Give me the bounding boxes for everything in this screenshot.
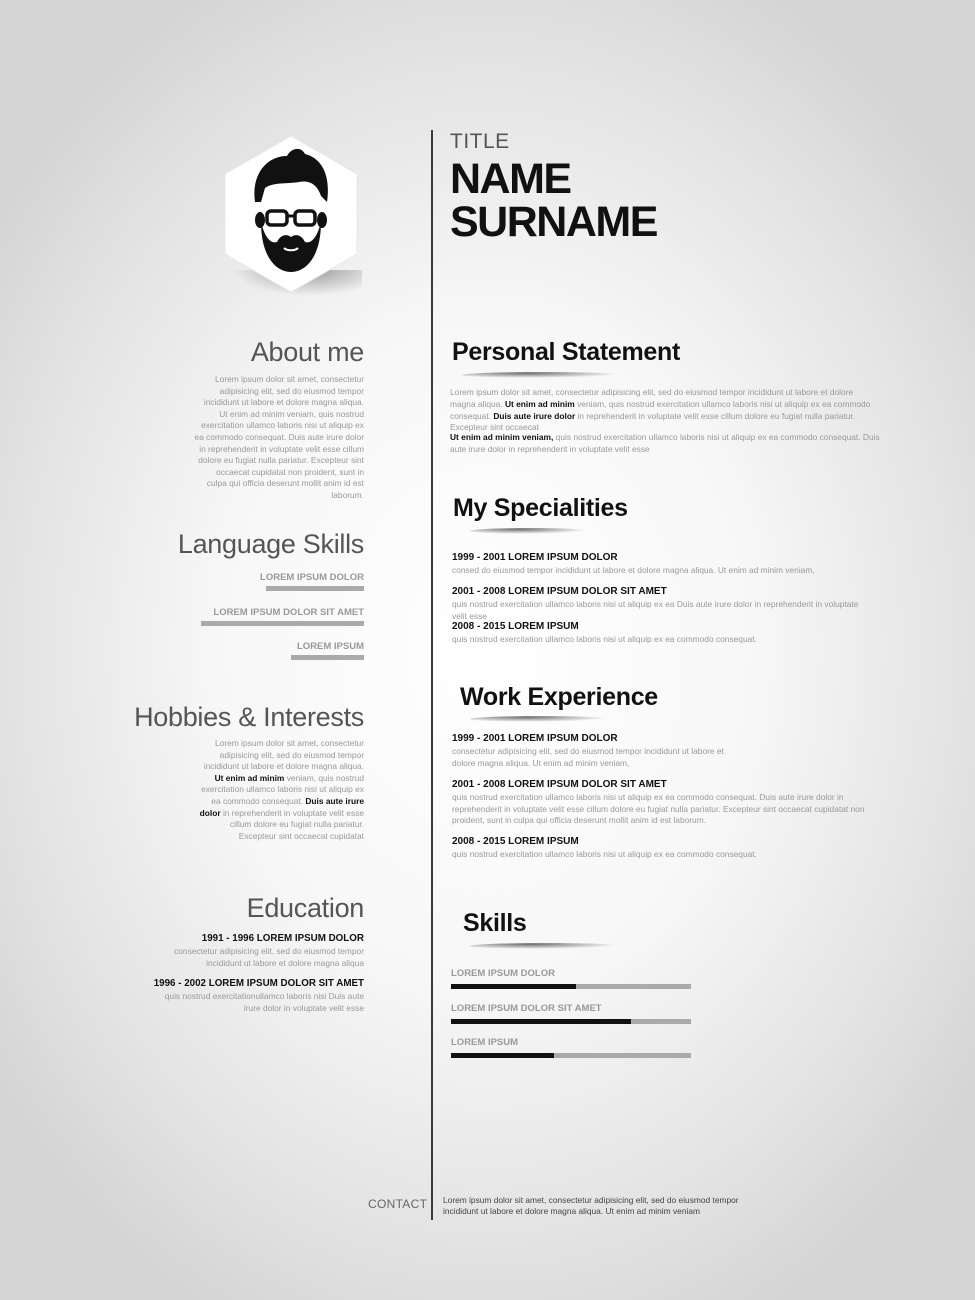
education-item-desc: consectetur adipisicing elit, sed do eiusmod tempor incididunt ut labore et dolore magna aliqua: [174, 946, 364, 968]
contact-label: CONTACT: [368, 1197, 428, 1211]
about-heading: About me: [250, 337, 364, 367]
language-skill-label: LOREM IPSUM: [296, 641, 364, 652]
speciality-item-desc: quis nostrud exercitation ullamco laboris nisi ut aliquip ex ea Duis aute irure dolor in reprehenderit in voluptate velit esse: [452, 599, 859, 621]
language-skill-bar: [201, 621, 364, 626]
work-item-desc: quis nostrud exercitation ullamco laboris nisi ut aliquip ex ea commodo consequat.: [452, 849, 757, 859]
speciality-item-title: 1999 - 2001 LOREM IPSUM DOLOR: [452, 552, 618, 563]
skills-heading: Skills: [463, 909, 527, 937]
language-heading: Language Skills: [177, 529, 364, 559]
hobbies-heading: Hobbies & Interests: [134, 702, 364, 732]
title-label: TITLE: [450, 130, 510, 153]
skill-label: LOREM IPSUM DOLOR SIT AMET: [451, 1003, 602, 1014]
statement-heading: Personal Statement: [452, 338, 681, 366]
language-skill-bar: [266, 586, 364, 591]
name-heading: NAME: [450, 155, 571, 203]
work-item-desc: quis nostrud exercitation ullamco laboris nisi ut aliquip ex ea commodo consequat. Duis aute irure dolor in reprehenderit in voluptate velit esse cillum dolore eu fugiat nulla pariatur. Excepteur sint occaecat cupidatat non proident, sunt in culpa qui officia deserunt mollit anim id est laborum.: [452, 792, 865, 826]
skill-bar-track: [451, 1053, 691, 1058]
skill-label: LOREM IPSUM: [451, 1037, 519, 1048]
speciality-item-title: 2001 - 2008 LOREM IPSUM DOLOR SIT AMET: [452, 586, 667, 597]
skill-bar-fill: [451, 1019, 631, 1024]
work-item-desc: consectetur adipisicing elit, sed do eiusmod tempor incididunt ut labore et dolore magna aliqua. Ut enim ad minim veniam,: [452, 746, 724, 768]
skill-bar-track: [451, 1019, 691, 1024]
statement-underline: [462, 372, 622, 378]
center-divider-line: [431, 130, 433, 1220]
contact-text: Lorem ipsum dolor sit amet, consectetur adipisicing elit, sed do eiusmod tempor incididunt ut labore et dolore magna aliqua. Ut enim ad minim veniam: [443, 1195, 739, 1217]
skill-bar-track: [451, 984, 691, 989]
work-item-title: 2008 - 2015 LOREM IPSUM: [452, 836, 579, 847]
skill-bar-fill: [451, 984, 576, 989]
specialities-underline: [470, 528, 590, 534]
speciality-item-desc: consed do eiusmod tempor incididunt ut labore et dolore magna aliqua. Ut enim ad minim veniam,: [452, 565, 815, 575]
language-skill-bar: [291, 655, 364, 660]
surname-heading: SURNAME: [450, 198, 657, 246]
language-skill-label: LOREM IPSUM DOLOR SIT AMET: [213, 607, 364, 618]
speciality-item-desc: quis nostrud exercitation ullamco laboris nisi ut aliquip ex ea commodo consequat.: [452, 634, 757, 644]
education-heading: Education: [246, 893, 364, 923]
work-item-title: 2001 - 2008 LOREM IPSUM DOLOR SIT AMET: [452, 779, 667, 790]
skill-bar-fill: [451, 1053, 554, 1058]
about-text: Lorem ipsum dolor sit amet, consectetur adipisicing elit, sed do eiusmod tempor incididunt ut labore et dolore magna aliqua. Ut enim ad minim veniam, quis nostrud exercitation ullamco laboris nisi ut aliquip ex ea commodo consequat. Duis aute irure dolor in reprehenderit in voluptate velit esse cillum dolore eu fugiat nulla pariatur. Excepteur sint occaecat cupidatat non proident, sunt in culpa qui officia deserunt mollit anim id est laborum.: [194, 374, 364, 500]
statement-paragraph-2: Ut enim ad minim veniam, quis nostrud exercitation ullamco laboris nisi ut aliquip ex ea commodo consequat. Duis aute irure dolor in reprehenderit in voluptate velit esse: [450, 432, 880, 454]
skill-label: LOREM IPSUM DOLOR: [451, 968, 555, 979]
work-item-title: 1999 - 2001 LOREM IPSUM DOLOR: [452, 733, 618, 744]
avatar: [221, 134, 361, 294]
skills-underline: [470, 943, 620, 949]
statement-paragraph-1: Lorem ipsum dolor sit amet, consectetur adipisicing elit, sed do eiusmod tempor incididunt ut labore et dolore magna aliqua. Ut enim ad minim veniam, quis nostrud exercitation ullamco laboris nisi ut aliquip ex ea commodo consequat. Duis aute irure dolor in reprehenderit in voluptate velit esse cillum dolore eu fugiat nulla pariatur. Excepteur sint occaecat: [450, 387, 871, 433]
education-item-title: 1996 - 2002 LOREM IPSUM DOLOR SIT AMET: [153, 978, 364, 989]
bearded-man-with-glasses-icon: [221, 134, 361, 294]
work-heading: Work Experience: [460, 683, 658, 711]
specialities-heading: My Specialities: [453, 494, 628, 522]
work-underline: [470, 716, 610, 722]
language-skill-label: LOREM IPSUM DOLOR: [260, 572, 364, 583]
speciality-item-title: 2008 - 2015 LOREM IPSUM: [452, 621, 579, 632]
education-item-title: 1991 - 1996 LOREM IPSUM DOLOR: [201, 933, 364, 944]
education-item-desc: quis nostrud exercitationullamco laboris nisi Duis aute irure dolor in voluptate velit esse: [164, 991, 364, 1013]
hobbies-text: Lorem ipsum dolor sit amet, consectetur adipisicing elit, sed do eiusmod tempor incididunt ut labore et dolore magna aliqua. Ut enim ad minim veniam, quis nostrud exercitation ullamco laboris nisi ut aliquip ex ea commodo consequat. Duis aute irure dolor in reprehenderit in voluptate velit esse cillum dolore eu fugiat nulla pariatur. Excepteur sint occaecat cupidatat: [199, 738, 364, 841]
